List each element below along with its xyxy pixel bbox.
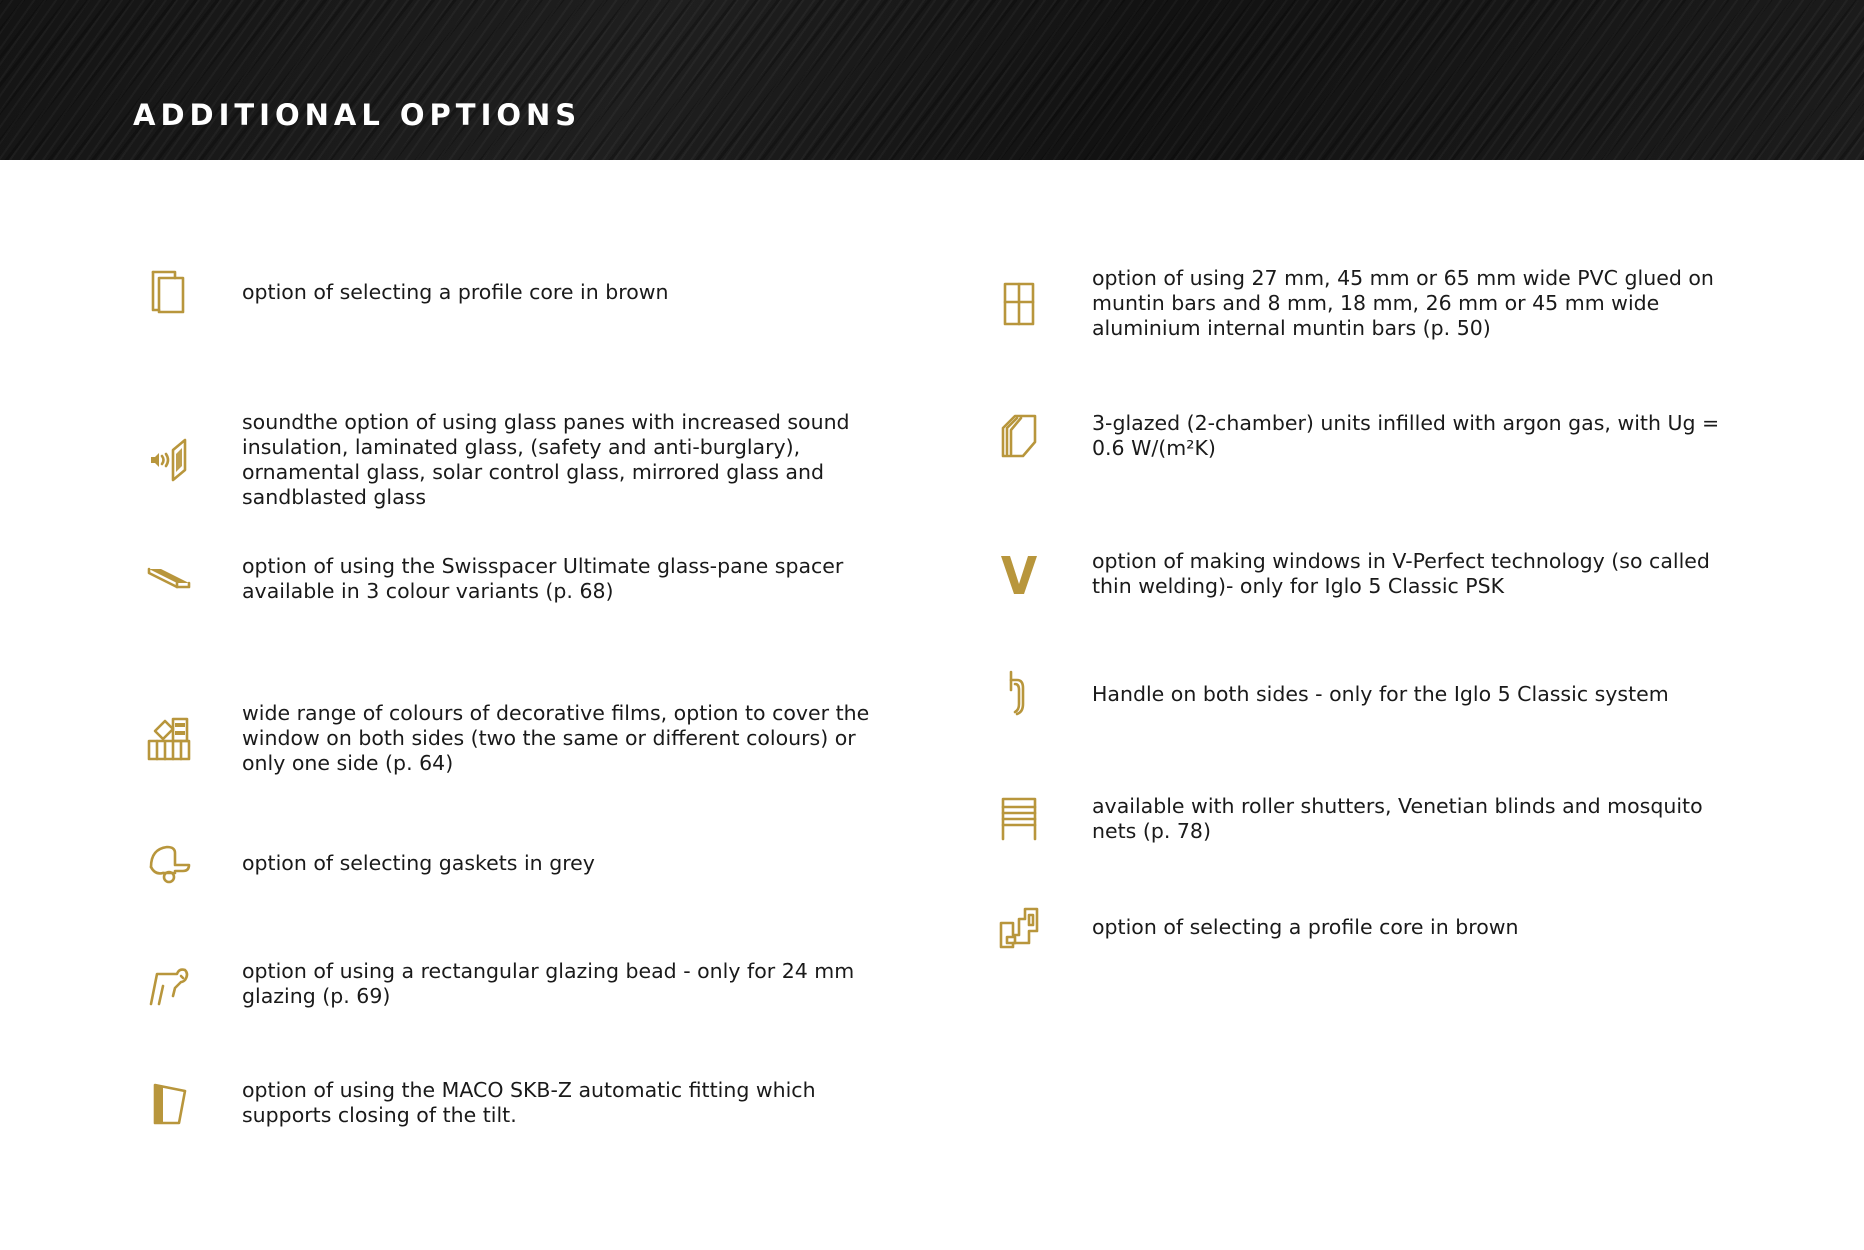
option-item (993, 410, 1732, 462)
option-text: option of using the MACO SKB-Z automatic fitting which supports closing of the tilt. (242, 1078, 816, 1127)
muntin-bars-icon (993, 278, 1045, 330)
tilt-fitting-icon (143, 1077, 195, 1129)
glazing-bead-icon (143, 958, 195, 1010)
option-item (143, 553, 882, 605)
option-text: option of using 27 mm, 45 mm or 65 mm wide PVC glued on muntin bars and 8 mm, 18 mm, 26 mm or 45 mm wide aluminium internal muntin bars (p. 50) (1092, 266, 1714, 340)
spacer-icon (143, 553, 195, 605)
page-title: ADDITIONAL OPTIONS (133, 98, 582, 132)
option-text: option of selecting gaskets in grey (242, 850, 595, 875)
option-item (143, 958, 882, 1010)
option-item (993, 548, 1732, 600)
handle-icon (993, 668, 1045, 720)
option-text: option of making windows in V-Perfect technology (so called thin welding)- only for Iglo 5 Classic PSK (1092, 549, 1710, 598)
profile-section-icon (993, 901, 1045, 953)
option-text: option of selecting a profile core in brown (242, 279, 669, 304)
colour-swatch-icon (143, 713, 195, 765)
option-text: 3-glazed (2-chamber) units infilled with argon gas, with Ug = 0.6 W/(m²K) (1092, 411, 1720, 460)
option-item (993, 266, 1732, 341)
gasket-icon (143, 837, 195, 889)
roller-shutter-icon (993, 793, 1045, 845)
option-text: wide range of colours of decorative films, option to cover the window on both sides (two the same or different colours) or only one side (p. 64) (242, 701, 870, 775)
page-header (0, 0, 1864, 160)
option-item (993, 668, 1732, 720)
option-text: Handle on both sides - only for the Iglo 5 Classic system (1092, 681, 1669, 706)
option-item (993, 901, 1732, 953)
option-text: option of selecting a profile core in brown (1092, 914, 1519, 939)
profile-core-icon (143, 266, 195, 318)
triple-glazing-icon (993, 410, 1045, 462)
option-item (143, 266, 882, 318)
option-item (993, 793, 1732, 845)
option-item (143, 701, 882, 776)
option-text: option of using the Swisspacer Ultimate glass-pane spacer available in 3 colour variants (p. 68) (242, 554, 844, 603)
option-text: soundthe option of using glass panes with increased sound insulation, laminated glass, (safety and anti-burglary), ornamental glass, solar control glass, mirrored glass and sandblasted glass (242, 410, 850, 509)
option-text: available with roller shutters, Venetian blinds and mosquito nets (p. 78) (1092, 794, 1703, 843)
v-perfect-icon (993, 548, 1045, 600)
option-item (143, 410, 882, 510)
option-item (143, 837, 882, 889)
option-item (143, 1077, 882, 1129)
option-text: option of using a rectangular glazing bead - only for 24 mm glazing (p. 69) (242, 959, 855, 1008)
sound-glass-icon (143, 434, 195, 486)
